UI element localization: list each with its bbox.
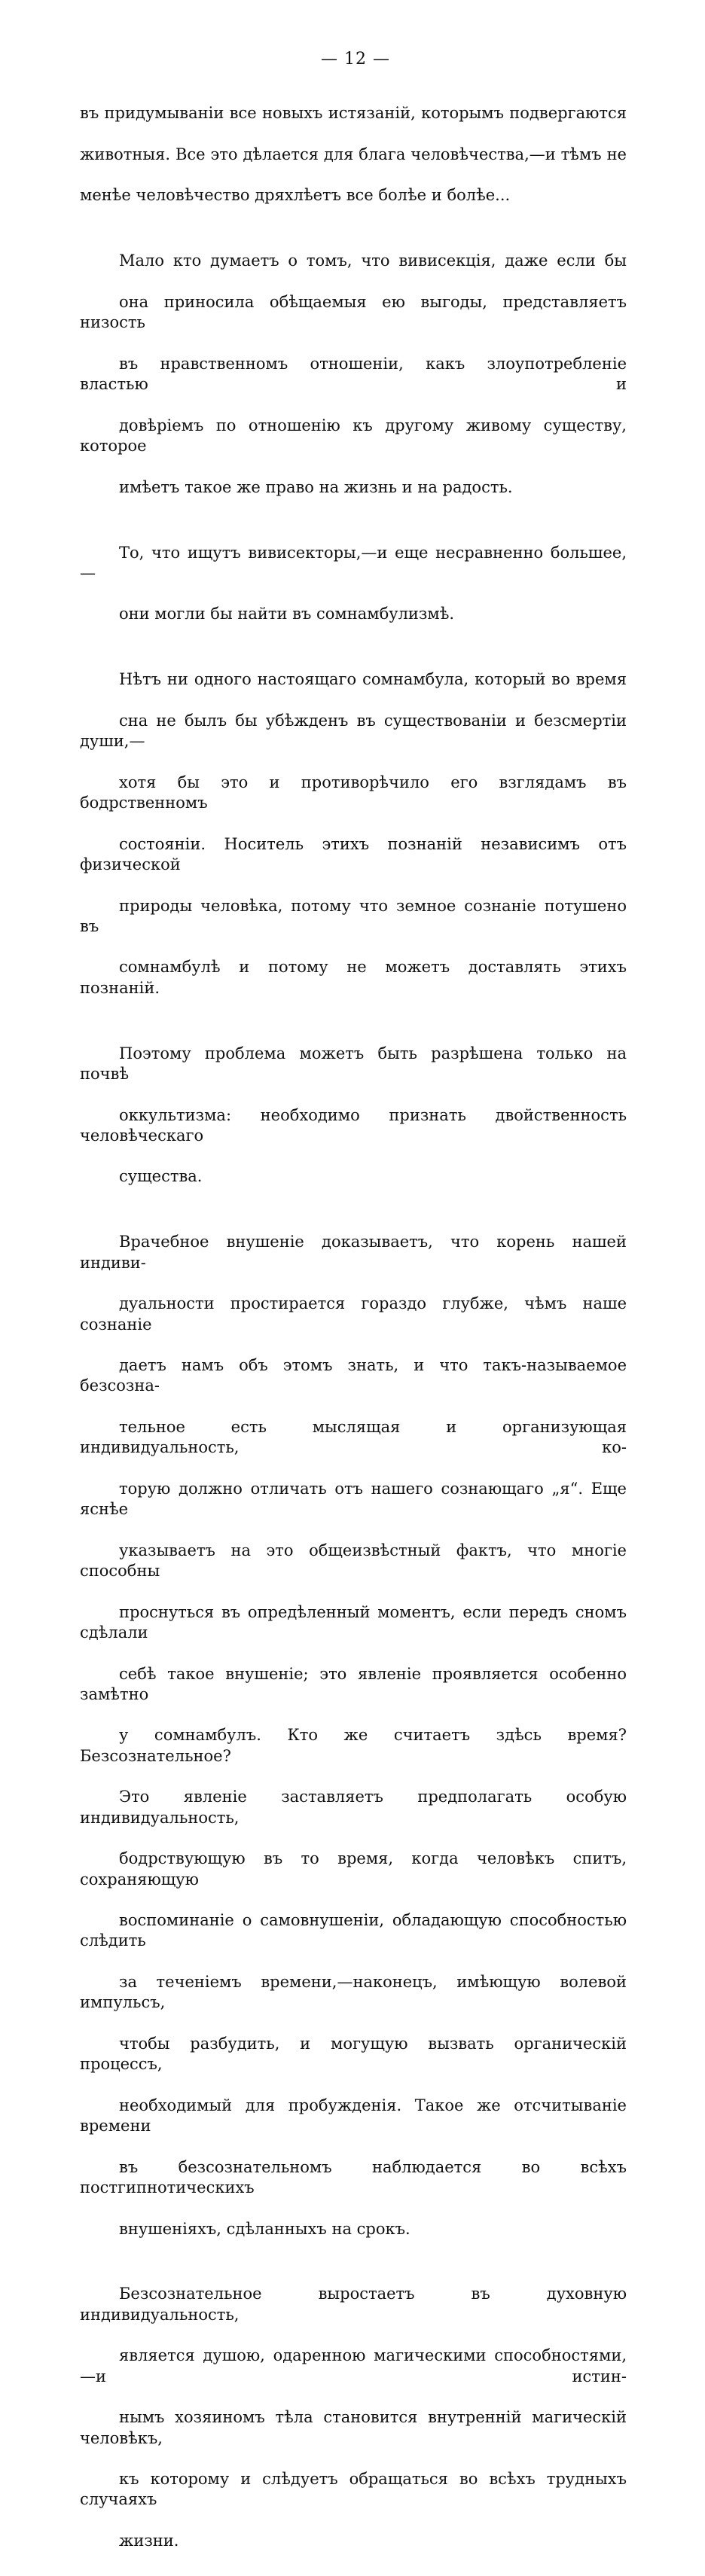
text-line: у сомнамбулъ. Кто же считаетъ здѣсь время? Безсознательное?: [80, 1726, 627, 1765]
text-line: за теченіемъ времени,—наконецъ, имѣющую волевой импульсъ,: [80, 1973, 627, 2012]
paragraph-1: [80, 83, 627, 227]
text-line: хотя бы это и противорѣчило его взглядамъ въ бодрственномъ: [80, 773, 627, 812]
page-text: [80, 83, 627, 2572]
text-line: къ которому и слѣдуетъ обращаться во всѣхъ трудныхъ случаяхъ: [80, 2470, 627, 2509]
text-line: является душою, одаренною магическими способностями,—и истин-: [80, 2346, 627, 2385]
text-line: торую должно отличать отъ нашего сознающаго „я“. Еще яснѣе: [80, 1479, 627, 1519]
text-line: въ нравственномъ отношеніи, какъ злоупотребленіе властью и: [80, 354, 627, 394]
text-line: въ придумываніи все новыхъ истязаній, которымъ подвергаются: [80, 104, 627, 123]
text-line: природы человѣка, потому что земное сознаніе потушено въ: [80, 896, 627, 935]
page-number: — 12 —: [321, 50, 390, 69]
text-line: имѣетъ такое же право на жизнь и на радость.: [119, 477, 513, 496]
text-line: жизни.: [119, 2532, 179, 2550]
text-line: менѣе человѣчество дряхлѣетъ все болѣе и болѣе...: [80, 186, 511, 205]
paragraph-3: [80, 522, 627, 645]
text-line: Это явленіе заставляетъ предполагать особую индивидуальность,: [80, 1788, 627, 1827]
text-line: сна не былъ бы убѣжденъ въ существованіи и безсмертіи души,—: [80, 711, 627, 751]
text-line: оккультизма: необходимо признать двойственность человѣческаго: [80, 1105, 627, 1145]
text-line: нымъ хозяиномъ тѣла становится внутренній магическій человѣкъ,: [80, 2408, 627, 2447]
paragraph-5: [80, 1023, 627, 1208]
text-line: животныя. Все это дѣлается для блага человѣчества,—и тѣмъ не: [80, 145, 627, 163]
text-line: довѣріемъ по отношенію къ другому живому существу, которое: [80, 416, 627, 456]
text-line: состояніи. Носитель этихъ познаній независимъ отъ физической: [80, 834, 627, 873]
text-line: въ безсознательномъ наблюдается во всѣхъ постгипнотическихъ: [80, 2157, 627, 2196]
text-line: воспоминаніе о самовнушеніи, обладающую способностью слѣдить: [80, 1911, 627, 1950]
text-line: чтобы разбудить, и могущую вызвать органическій процессъ,: [80, 2034, 627, 2074]
paragraph-7: [80, 2264, 627, 2571]
book-page: [80, 48, 627, 2576]
text-line: Нѣтъ ни одного настоящаго сомнамбула, который во время: [119, 670, 627, 689]
text-line: необходимый для пробужденія. Такое же отсчитываніе времени: [80, 2096, 627, 2135]
text-line: Мало кто думаетъ о томъ, что вивисекція, даже если бы: [119, 252, 627, 270]
text-line: бодрствующую въ то время, когда человѣкъ спитъ, сохраняющую: [80, 1849, 627, 1889]
text-line: себѣ такое внушеніе; это явленіе проявляется особенно замѣтно: [80, 1664, 627, 1703]
text-line: проснуться въ опредѣленный моментъ, если передъ сномъ сдѣлали: [80, 1602, 627, 1642]
text-line: То, что ищутъ вивисекторы,—и еще несравненно большее,—: [80, 543, 627, 582]
text-line: она приносила обѣщаемыя ею выгоды, представляетъ низость: [80, 292, 627, 332]
text-line: Поэтому проблема можетъ быть разрѣшена только на почвѣ: [80, 1044, 627, 1083]
paragraph-2: [80, 230, 627, 518]
text-line: сомнамбулѣ и потому не можетъ доставлять этихъ познаній.: [80, 958, 627, 997]
text-line: они могли бы найти въ сомнамбулизмѣ.: [119, 605, 455, 623]
text-line: существа.: [119, 1167, 203, 1186]
paragraph-4: [80, 649, 627, 1019]
text-line: указываетъ на это общеизвѣстный фактъ, что многіе способны: [80, 1541, 627, 1581]
text-line: даетъ намъ объ этомъ знать, и что такъ-называемое безсозна-: [80, 1356, 627, 1395]
text-line: Врачебное внушеніе доказываетъ, что корень нашей индиви-: [80, 1233, 627, 1272]
paragraph-6: [80, 1212, 627, 2260]
text-line: тельное есть мыслящая и организующая индивидуальность, ко-: [80, 1418, 627, 1457]
text-line: Безсознательное выростаетъ въ духовную индивидуальность,: [80, 2285, 627, 2324]
text-line: внушеніяхъ, сдѣланныхъ на срокъ.: [119, 2219, 410, 2238]
text-line: дуальности простирается гораздо глубже, чѣмъ наше сознаніе: [80, 1294, 627, 1334]
